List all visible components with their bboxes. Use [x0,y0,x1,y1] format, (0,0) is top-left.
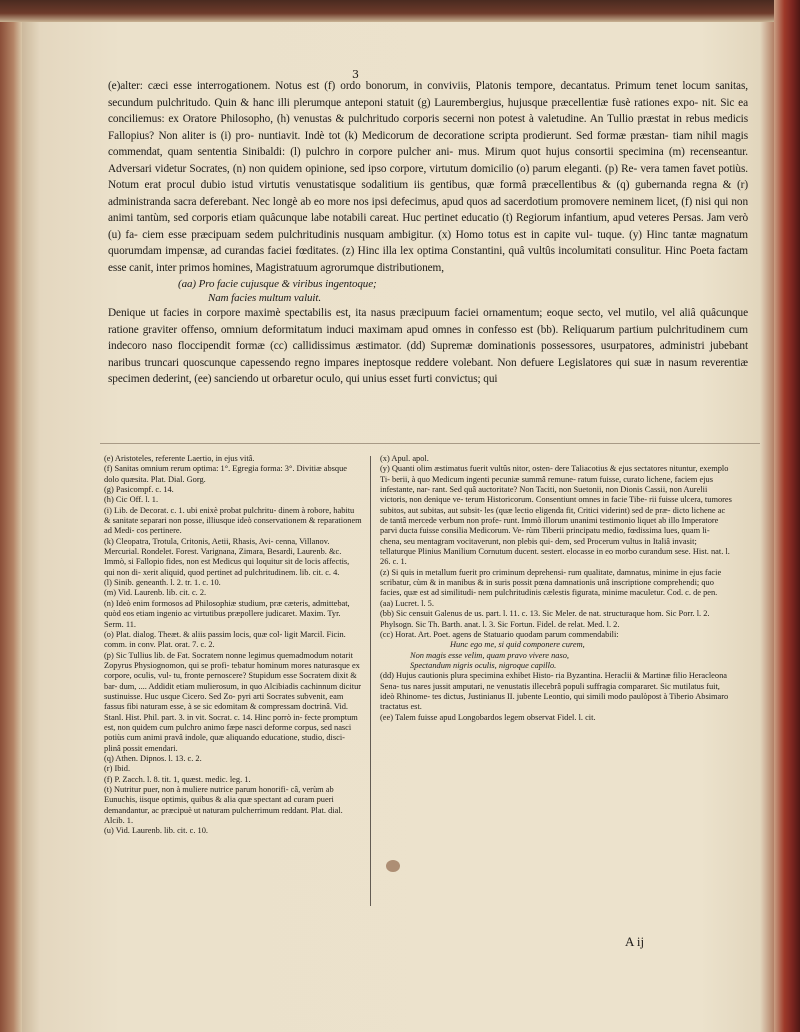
footnote-e: (e) Aristoteles, referente Laertio, in ejus vitâ. [104,454,255,463]
footnote-aa: (aa) Lucret. l. 5. [380,598,434,608]
printed-page [90,62,762,992]
verse-quotation [108,277,748,305]
footnote-g: (g) Pasicompf. c. 14. [104,485,174,495]
footnote-u: (u) Vid. Laurenb. lib. cit. c. 10. [104,826,209,836]
page-number: 3 [352,68,359,81]
footnote-dd: (dd) Hujus cautionis plura specimina exhibet Histo- ria Byzantina. Heraclii & Martinæ filio Heracleona Sena- tus nares jussit amputari, ne venustatis illecebrâ populi suffragia compararet. Sic mutilatus fuit, ideò Rhinome- tes dictus, Justinianus II. jubente Leontio, qui simili modo paulòpost à Tiberio Absimaro tractatus est. [380,671,729,712]
quoted-verse-line-2: Non magis esse velim, quam pravo vivere naso, [410,650,570,660]
book-gutter [0,22,22,1032]
footnote-z: (z) Si quis in metallum fuerit pro criminum deprehensi- rum qualitate, damnatus, minime in ejus facie scribatur, cùm & in manibus & in suris possit pœna damnationis unâ inscriptione comprehendi; quo facies, quæ est ad similitudi- nem pulchritudinis cælestis figurata, minime maculetur. Cod. c. de pen. [380,567,722,598]
footnote-s: (f) P. Zacch. l. 8. tit. 1, quæst. medic. leg. 1. [104,774,251,784]
verse-line-1: (aa) Pro facie cujusque & viribus ingentoque; [178,278,377,290]
main-paragraph-2: Denique ut facies in corpore maximè spectabilis est, ita nasus præcipuum faciei ornamentum; eoque secto, vel mutilo, vel aliâ quâcunque ratione graviter offenso, omnium deformitatum induci maximam apud omnes in confesso est (bb). Reliquarum partium pulchritudinem cum indecoro naso floccipendit formæ (cc) callidissimus æstimator. (dd) Supremæ dominationis possessores, usurpatores, administri jubebant naribus truncari quoscunque capessendo regno impares ineptosque reddere volebant. Non defuere Legislatores qui suæ in nasum reverentiæ specimen dederint, (ee) sanciendo ut orbaretur oculo, qui unius esset furti convictus; qui [108,307,748,385]
footnote-y: (y) Quanti olim æstimatus fuerit vultûs nitor, osten- dere Taliacotius & ejus sectatores nituntur, exemplo Ti- berii, à quo Medicum ingenti pecuniæ summâ remune- ratum fuisse, curato lichene, faciem ejus infestante, nar- rant. Sed quâ auctoritate? Non Taciti, non Suetonii, non Dionis Cassii, non Aurelii victoris, non denique ve- terum Historicorum. Consentiunt omnes in facie Tibe- rii fuisse ulcera, tumores subitos, aut subitas, aut subsit- les (quæ lectio eligenda fit, Critici viderint) sed de præ- dicto lichene ac de tantâ mercede verbum non profe- runt. Immò illorum unanimi testimonio liquet ab illo Imperatore parvi ducta fuisse consilia Medicorum. Ve- rùm Tiberii principatu medio, fœdissima lues, quam li- chena, seu mentagram vocitaverunt, non plebis qui- dem, sed Procerum vultus in Italiâ invasit; tellaturque Plinius Manilium Cornutum ducent. sestert. elocasse in eo morbo curandum sese. Hist. nat. l. 26. c. 1. [380,464,732,567]
footnote-f: (f) Sanitas omnium rerum optima: 1°. Egregia forma: 3°. Divitiæ absque dolo quæsita. Plat. Dial. Gorg. [104,464,348,484]
book-fore-edge [774,0,800,1032]
footnote-ee: (ee) Talem fuisse apud Longobardos legem observat Fidel. l. cit. [380,712,596,722]
verse-line-2: Nam facies multum valuit. [208,292,321,304]
footnote-bb: (bb) Sic censuit Galenus de us. part. l. 11. c. 13. Sic Meler. de nat. structuraque hom. Sic Porr. l. 2. Phylsogn. Sic Th. Barth. anat. l. 3. Sic Fortun. Fidel. de relat. Med. l. 2. [380,609,710,629]
footnote-n: (n) Ideò enim formosos ad Philosophiæ studium, præ cæteris, admittebat, quòd eos etiam ingenio ac virtutibus præpollere judicaret. Maxim. Tyr. Serm. 11. [104,598,350,629]
ink-stain [386,860,400,872]
footnote-i: (i) Lib. de Decorat. c. 1. ubi enixè probat pulchritu- dinem à robore, habitu & sanitate separari non posse, illiusque ideò conservationem & reparationem ad Medi- cos pertinere. [104,505,362,536]
footnote-p: (p) Sic Tullius lib. de Fat. Socratem nonne legimus quemadmodum notarit Zopyrus Physiognomon, qui se profi- tebatur hominum mores naturasque ex corpore, oculis, vul- tu, fronte pernoscere? Stupidum esse Socratem dixit & bar- dum, .... Addidit etiam mulierosum, in quo Alcibiadis cachinnum dicitur sustinuisse. Huc usque Cicero. Sed Zo- pyri arti Socrates subvenit, eam fassus fibi naturam esse, à se sic edomitam & compressam doctrinâ. Vid. Stanl. Hist. Phil. part. 3. in vit. Socrat. c. 14. Hinc porrò in- fecte promptum est, non quidem cum pulchro animo fæpe nasci deforme corpus, sed nasci potiùs cum animi pravâ indole, quæ aliquando educatione, studio, disci- plinâ possit emendari. [104,650,362,753]
footnote-q: (q) Athen. Dipnos. l. 13. c. 2. [104,753,202,763]
book-top-edge [0,0,800,22]
footnotes-right-column [380,454,732,723]
footnote-separator [100,443,760,444]
footnote-h: (h) Cic Off. l. 1. [104,495,159,505]
footnote-cc: (cc) Horat. Art. Poet. agens de Statuario quodam parum commendabili: [380,629,619,639]
quoted-verse-line-1: Hunc ego me, si quid componere curem, [450,640,585,650]
footnote-m: (m) Vid. Laurenb. lib. cit. c. 2. [104,588,207,598]
column-divider [370,456,371,906]
main-paragraph-1: (e)alter: cæci esse interrogationem. Notus est (f) ordo bonorum, in conviviis, Platonis tempore, decantatus. Primum tenet locum sanitas, secundum pulchritudo. Quin & hanc illi plerumque anteponi statuit (g) Laurembergius, hujusque præcellentiæ fusè rationes expo- nit. Sic ea conciliemus: ex Oratore Philosopho, (h) venustas & pulchritudo corporis secerni non potest à valetudine. An Tullio præstat in rebus medicis Fallopius? Non aliter is (i) pro- nuntiavit. Indè tot (k) Medicorum de decoratione scripta prodierunt. Sed formæ præstan- tiam nihil magis commendat, quam sententia Sinibaldi: (l) pulchro in corpore pulcher ani- mus. Mirum quot hujus consortii specimina (m) recenseantur. Adversari videtur Socrates, (n) non quidem opinione, sed ipso corpore, virtutum domicilio (o) parum eleganti. (p) Re- vera tamen favet potiùs. Notum erat procul dubio istud virtutis venustatisque sodalitium iis gentibus, quæ formâ præcellentibus & (q) gubernanda regna & (r) administranda sacra deferebant. Nec longè ab eo more nos ipsi defecimus, apud quos ad sacerdotium promovere neminem licet, (f) nisi qui non animi tantùm, sed corporis etiam quâcunque labe notabili careat. Huc pertinet educatio (t) Regiorum infantium, apud veteres Persas. Jam verò (u) fa- ciem esse præcipuam sedem pulchritudinis nusquam ambigitur. (x) Homo totus est in capite vul- tuque. (y) Hinc tantæ magnatum quorumdam impensæ, ad curandas faciei fœditates. (z) Hinc illa lex optima Constantini, quâ vultûs incolumitati consulitur. Hinc Poeta factam esse canit, inter primos homines, Magistratuum agrorumque distributionem, [108,80,748,274]
footnote-x: (x) Apul. apol. [380,454,429,463]
footnote-o: (o) Plat. dialog. Theæt. & aliis passim locis, quæ col- ligit Marcil. Ficin. comm. in conv. Plat. orat. 7. c. 2. [104,629,346,650]
footnote-r: (r) Ibid. [104,764,131,774]
quoted-verse-line-3: Spectandum nigris oculis, nigroque capillo. [410,660,557,670]
footnote-l: (l) Sinib. geneanth. l. 2. tr. 1. c. 10. [104,578,221,588]
footnote-k: (k) Cleopatra, Trotula, Critonis, Aetii, Rhasis, Avi- cenna, Villanov. Mercurial. Rondelet. Forest. Varignana, Zimara, Besardi, Laurenb. &c. Immò, si Fallopio fides, non est Medicus qui loquitur sit de locis affectis, qui non di- xerit aliquid, quod pertinet ad pulchritudinem. lib. cit. c. 4. [104,536,350,577]
footnotes-left-column [104,454,362,837]
footnote-t: (t) Nutritur puer, non à muliere nutrice parum honorifi- câ, verùm ab Eunuchis, iisque optimis, quibus & alia quæ spectant ad curam pueri demandantur, ac præcipuè ut naturam pulcherrimum reddant. Plat. dial. Alcib. 1. [104,785,343,826]
main-text-block [108,78,748,389]
signature-mark: A ij [625,934,645,949]
